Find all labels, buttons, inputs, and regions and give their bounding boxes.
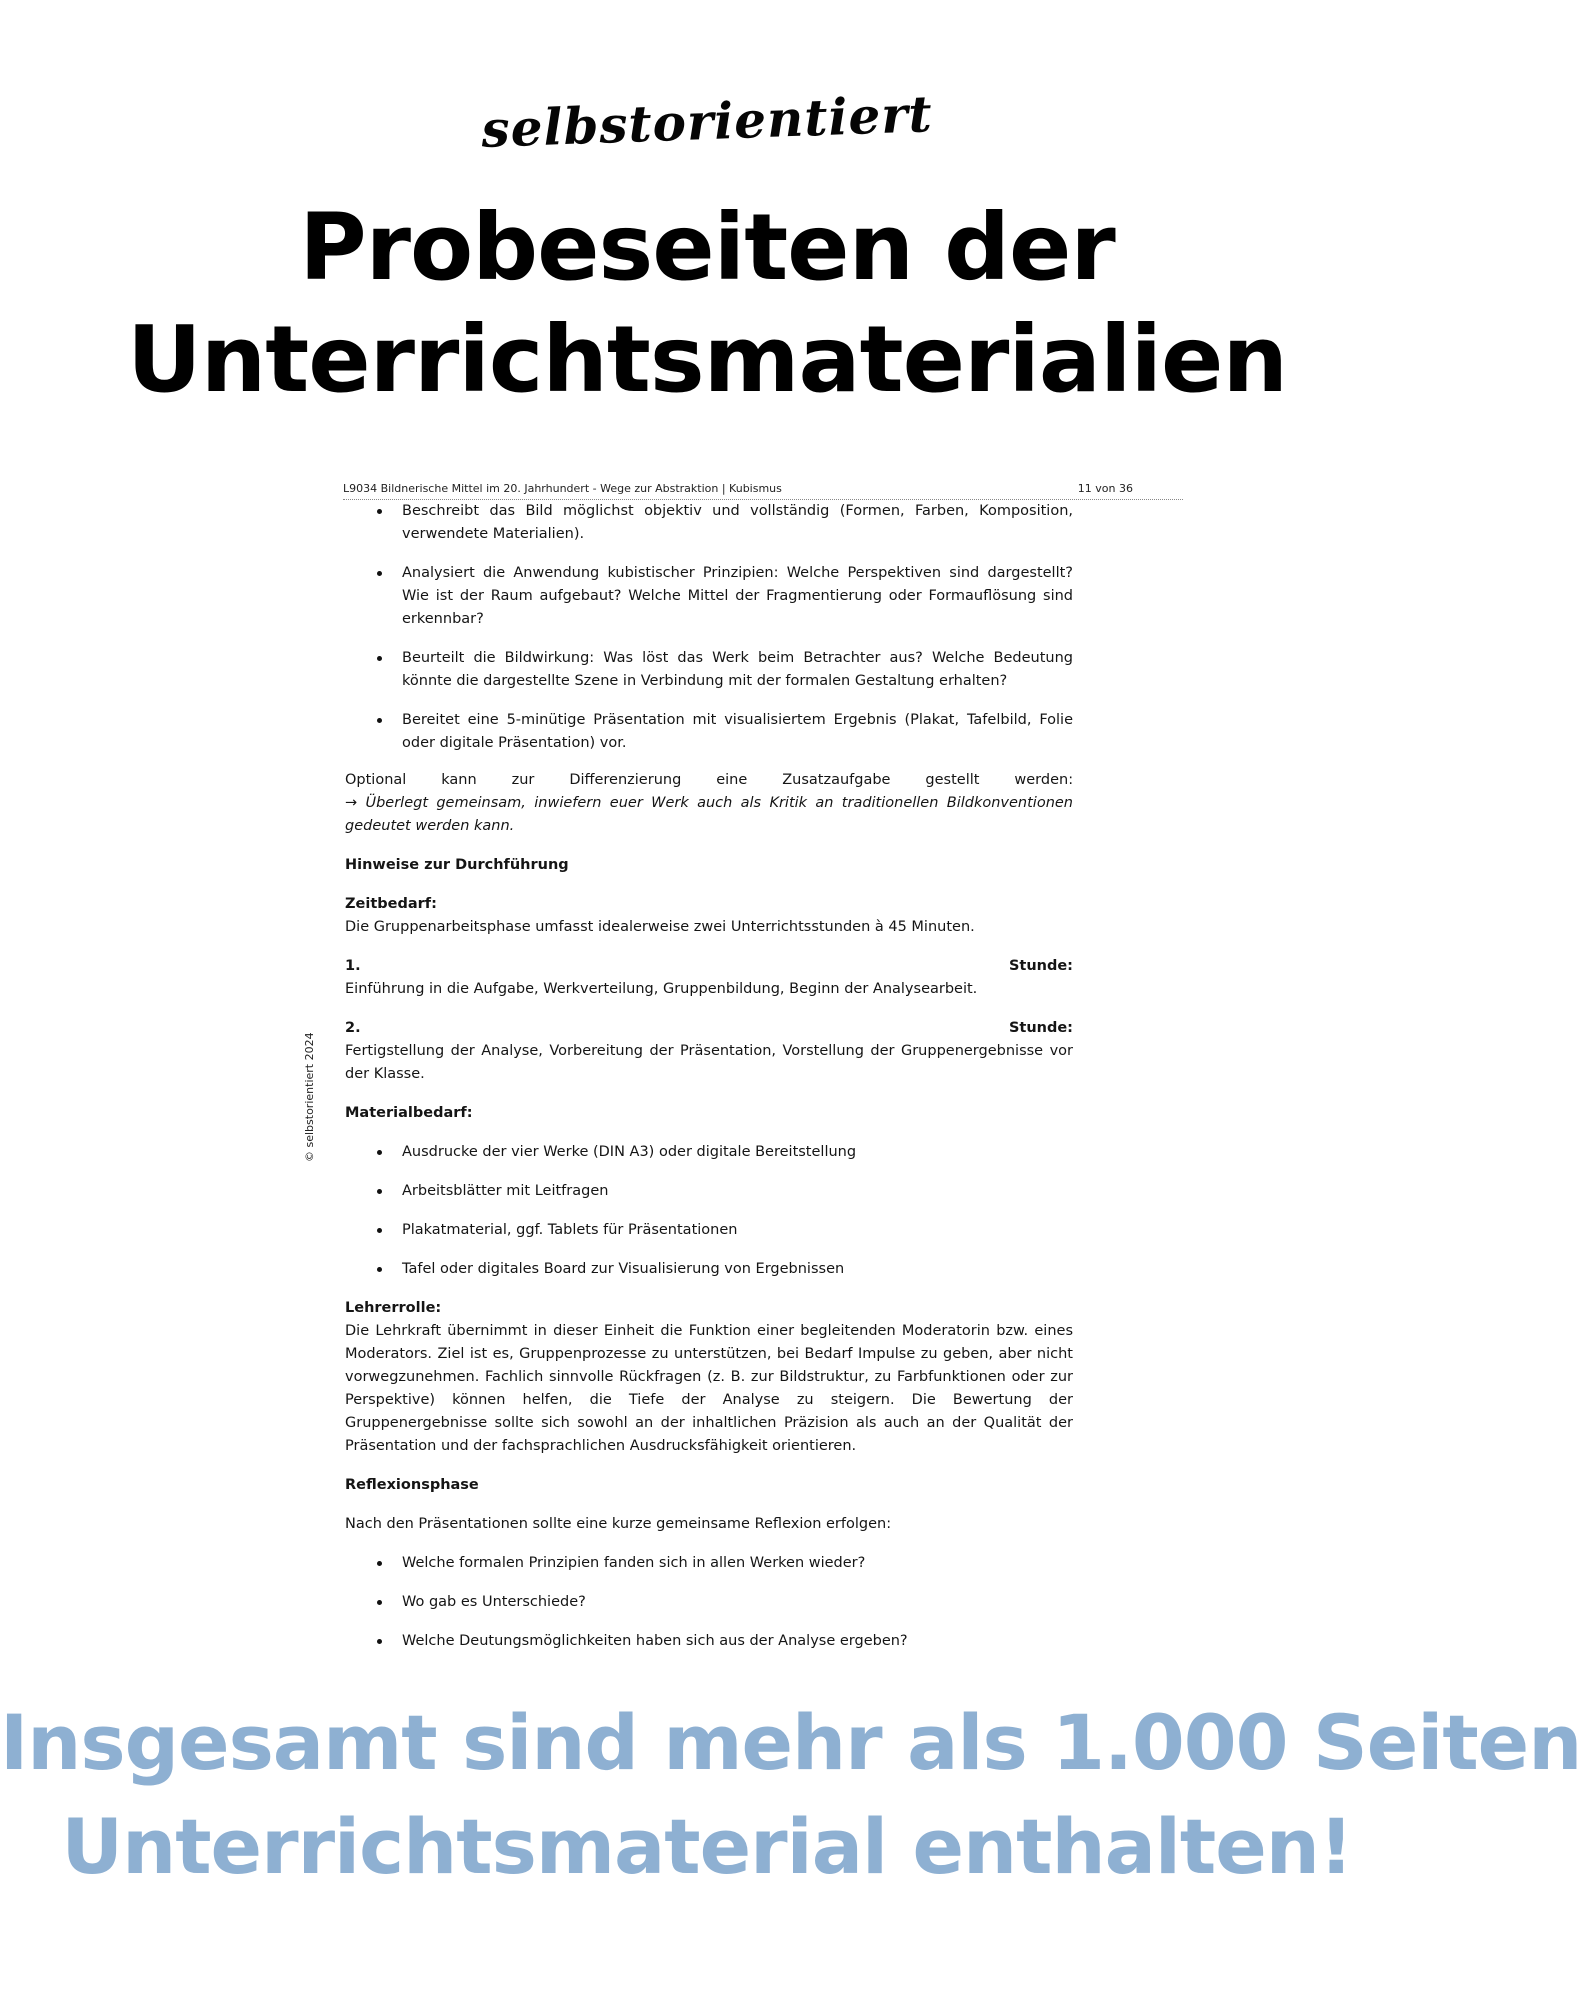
document-header: [343, 482, 1183, 500]
headline-line-2: Unterrichtsmaterialien: [127, 306, 1287, 413]
time-text: Die Gruppenarbeitsphase umfasst idealerweise zwei Unterrichtsstunden à 45 Minuten.: [345, 919, 975, 935]
lesson-1-heading: [345, 955, 1073, 978]
material-item: Tafel oder digitales Board zur Visualisierung von Ergebnissen: [345, 1258, 1073, 1281]
reflection-question: Welche formalen Prinzipien fanden sich in allen Werken wieder?: [345, 1552, 1073, 1575]
reflection-question: Welche Deutungsmöglichkeiten haben sich aus der Analyse ergeben?: [345, 1630, 1073, 1653]
task-item: Beurteilt die Bildwirkung: Was löst das Werk beim Betrachter aus? Welche Bedeutung könnte die dargestellte Szene in Verbindung mit der formalen Gestaltung erhalten?: [345, 647, 1073, 693]
lesson-2-number: 2.: [345, 1020, 361, 1036]
optional-word: kann: [441, 772, 477, 788]
lesson-2-heading: [345, 1017, 1073, 1040]
task-item: Bereitet eine 5-minütige Präsentation mit visualisiertem Ergebnis (Plakat, Tafelbild, Folie oder digitale Präsentation) vor.: [345, 709, 1073, 755]
footer-line-2: Unterrichtsmaterial enthalten!: [61, 1802, 1353, 1891]
optional-word: gestellt: [925, 772, 980, 788]
material-item: Plakatmaterial, ggf. Tablets für Präsentationen: [345, 1219, 1073, 1242]
document-title: L9034 Bildnerische Mittel im 20. Jahrhundert - Wege zur Abstraktion | Kubismus: [343, 482, 782, 495]
page-headline: [0, 192, 1414, 416]
brand-logo: selbstorientiert: [480, 84, 934, 159]
headline-line-1: Probeseiten der: [299, 194, 1115, 301]
copyright-notice: © selbstorientiert 2024: [303, 1032, 316, 1162]
task-list: [345, 500, 1073, 755]
optional-intro: [345, 769, 1073, 792]
material-list: [345, 1141, 1073, 1281]
reflection-heading: Reflexionsphase: [345, 1477, 479, 1493]
optional-word: Zusatzaufgabe: [782, 772, 891, 788]
teacher-text: Die Lehrkraft übernimmt in dieser Einheit die Funktion einer begleitenden Moderatorin bzw. eines Moderators. Ziel ist es, Gruppenprozesse zu unterstützen, bei Bedarf Impulse zu geben, aber nicht vorwegzunehmen. Fachlich sinnvolle Rückfragen (z. B. zur Bildstruktur, zu Farbfunktionen oder zur Perspektive) können helfen, die Tiefe der Analyse zu steigern. Die Bewertung der Gruppenergebnisse sollte sich sowohl an der inhaltlichen Präzision als auch an der Qualität der Präsentation und der fachsprachlichen Ausdrucksfähigkeit orientieren.: [345, 1323, 1073, 1454]
optional-word: zur: [511, 772, 535, 788]
teacher-heading: Lehrerrolle:: [345, 1300, 442, 1316]
optional-word: Optional: [345, 772, 407, 788]
task-item: Beschreibt das Bild möglichst objektiv und vollständig (Formen, Farben, Komposition, verwendete Materialien).: [345, 500, 1073, 546]
optional-task: → Überlegt gemeinsam, inwiefern euer Werk auch als Kritik an traditionellen Bildkonventionen gedeutet werden kann.: [345, 795, 1073, 834]
page-number: 11 von 36: [1077, 482, 1133, 495]
document-content: [343, 500, 1073, 1653]
optional-word: werden:: [1014, 772, 1074, 788]
reflection-list: [345, 1552, 1073, 1653]
lesson-2-text: Fertigstellung der Analyse, Vorbereitung der Präsentation, Vorstellung der Gruppenergebnisse vor der Klasse.: [345, 1043, 1073, 1082]
lesson-1-text: Einführung in die Aufgabe, Werkverteilung, Gruppenbildung, Beginn der Analysearbeit.: [345, 981, 978, 997]
optional-word: Differenzierung: [569, 772, 682, 788]
lesson-1-label: Stunde:: [1008, 958, 1073, 974]
time-heading: Zeitbedarf:: [345, 896, 437, 912]
footer-line-1: Insgesamt sind mehr als 1.000 Seiten: [0, 1698, 1581, 1787]
optional-word: eine: [716, 772, 748, 788]
material-item: Arbeitsblätter mit Leitfragen: [345, 1180, 1073, 1203]
material-item: Ausdrucke der vier Werke (DIN A3) oder digitale Bereitstellung: [345, 1141, 1073, 1164]
document-sample-page: [343, 482, 1183, 1669]
task-item: Analysiert die Anwendung kubistischer Prinzipien: Welche Perspektiven sind dargestellt? Wie ist der Raum aufgebaut? Welche Mittel der Fragmentierung oder Formauflösung sind erkennbar?: [345, 562, 1073, 631]
lesson-1-number: 1.: [345, 958, 361, 974]
reflection-intro: Nach den Präsentationen sollte eine kurze gemeinsame Reflexion erfolgen:: [345, 1516, 892, 1532]
lesson-2-label: Stunde:: [1008, 1020, 1073, 1036]
hints-heading: Hinweise zur Durchführung: [345, 857, 569, 873]
material-heading: Materialbedarf:: [345, 1105, 473, 1121]
reflection-question: Wo gab es Unterschiede?: [345, 1591, 1073, 1614]
